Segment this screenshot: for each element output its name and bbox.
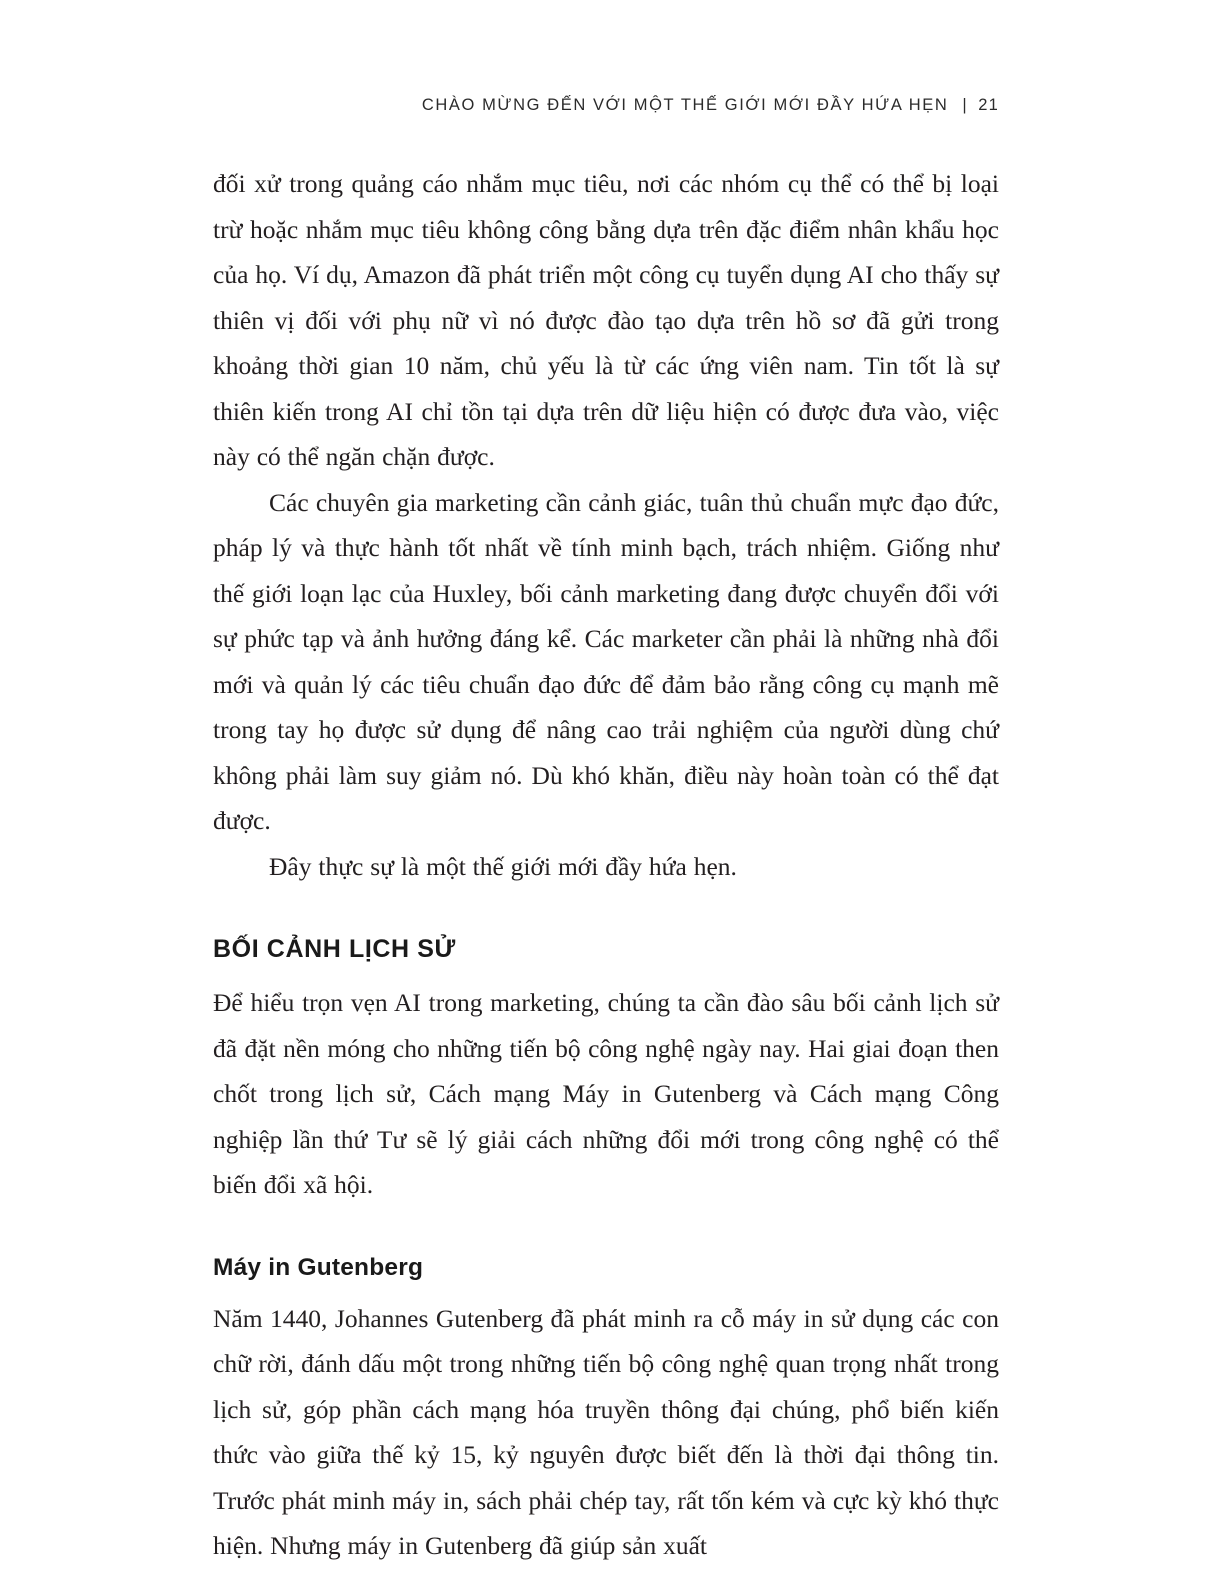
- page-content: [213, 96, 999, 1569]
- section-paragraph: Để hiểu trọn vẹn AI trong marketing, chúng ta cần đào sâu bối cảnh lịch sử đã đặt nền móng cho những tiến bộ công nghệ ngày nay. Hai giai đoạn then chốt trong lịch sử, Cách mạng Máy in Gutenberg và Cách mạng Công nghiệp lần thứ Tư sẽ lý giải cách những đổi mới trong công nghệ có thể biến đổi xã hội.: [213, 988, 999, 1199]
- page-number: 21: [978, 96, 999, 114]
- paragraph-3: Đây thực sự là một thế giới mới đầy hứa hẹn.: [269, 851, 737, 881]
- section-heading: BỐI CẢNH LỊCH SỬ: [213, 935, 456, 963]
- running-head-title: CHÀO MỪNG ĐẾN VỚI MỘT THẾ GIỚI MỚI ĐẦY HỨA HẸN: [421, 96, 949, 114]
- subsection-paragraph: Năm 1440, Johannes Gutenberg đã phát minh ra cỗ máy in sử dụng các con chữ rời, đánh dấu một trong những tiến bộ công nghệ quan trọng nhất trong lịch sử, góp phần cách mạng hóa truyền thông đại chúng, phổ biến kiến thức vào giữa thế kỷ 15, kỷ nguyên được biết đến là thời đại thông tin. Trước phát minh máy in, sách phải chép tay, rất tốn kém và cực kỳ khó thực hiện. Nhưng máy in Gutenberg đã giúp sản xuất: [213, 1303, 999, 1560]
- body-text: [213, 161, 999, 1569]
- running-head-separator: |: [962, 96, 969, 114]
- paragraph-2: Các chuyên gia marketing cần cảnh giác, tuân thủ chuẩn mực đạo đức, pháp lý và thực hành tốt nhất về tính minh bạch, trách nhiệm. Giống như thế giới loạn lạc của Huxley, bối cảnh marketing đang được chuyển đổi với sự phức tạp và ảnh hưởng đáng kể. Các marketer cần phải là những nhà đổi mới và quản lý các tiêu chuẩn đạo đức để đảm bảo rằng công cụ mạnh mẽ trong tay họ được sử dụng để nâng cao trải nghiệm của người dùng chứ không phải làm suy giảm nó. Dù khó khăn, điều này hoàn toàn có thể đạt được.: [213, 487, 999, 835]
- running-head: [213, 96, 999, 121]
- paragraph-1: đối xử trong quảng cáo nhắm mục tiêu, nơi các nhóm cụ thể có thể bị loại trừ hoặc nhắm mục tiêu không công bằng dựa trên đặc điểm nhân khẩu học của họ. Ví dụ, Amazon đã phát triển một công cụ tuyển dụng AI cho thấy sự thiên vị đối với phụ nữ vì nó được đào tạo dựa trên hồ sơ đã gửi trong khoảng thời gian 10 năm, chủ yếu là từ các ứng viên nam. Tin tốt là sự thiên kiến trong AI chỉ tồn tại dựa trên dữ liệu hiện có được đưa vào, việc này có thể ngăn chặn được.: [213, 169, 999, 471]
- subsection-heading: Máy in Gutenberg: [213, 1253, 424, 1281]
